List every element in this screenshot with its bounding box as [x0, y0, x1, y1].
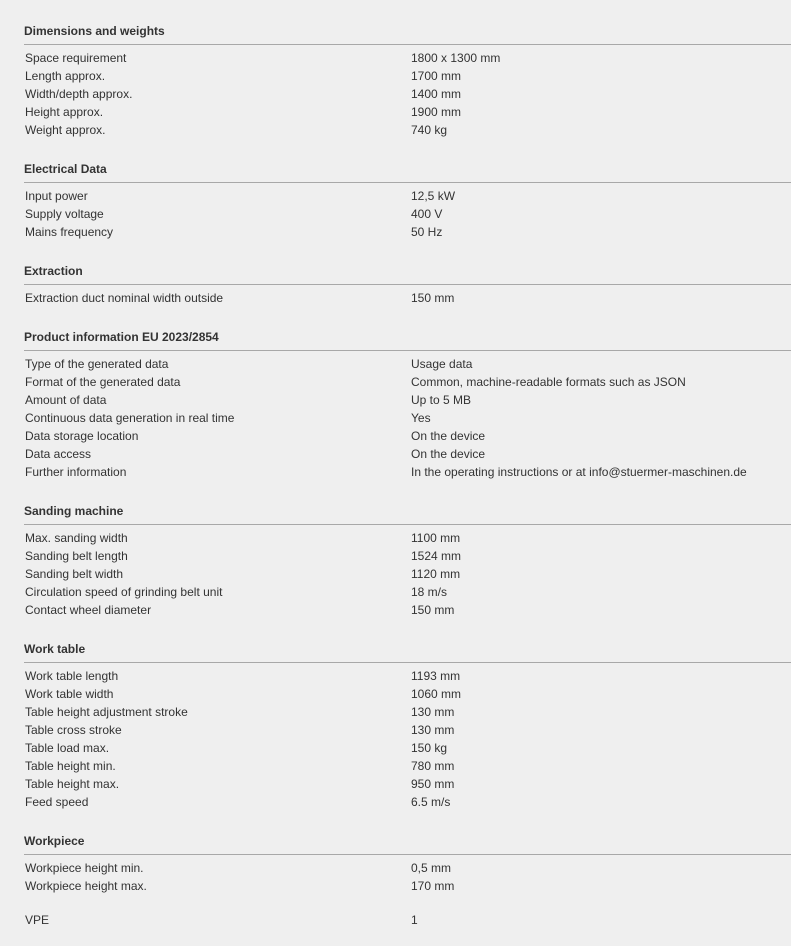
spec-section-work-table — [0, 635, 791, 811]
section-divider — [24, 182, 791, 183]
spec-row — [0, 289, 791, 307]
spec-row — [0, 739, 791, 757]
spec-section-workpiece — [0, 827, 791, 895]
spec-row — [0, 721, 791, 739]
spec-row — [0, 67, 791, 85]
spec-label: Work table width — [25, 687, 114, 701]
spec-label: Data access — [25, 447, 92, 461]
spec-row — [0, 547, 791, 565]
spec-row — [0, 103, 791, 121]
spec-row — [0, 391, 791, 409]
vpe-value: 1 — [411, 913, 418, 927]
spec-row — [0, 685, 791, 703]
section-divider — [24, 854, 791, 855]
vpe-row — [0, 911, 791, 929]
spec-label: Continuous data generation in real time — [25, 411, 235, 425]
spec-label: Table cross stroke — [25, 723, 122, 737]
spec-label: Width/depth approx. — [25, 87, 133, 101]
spec-row — [0, 223, 791, 241]
spec-value: 12,5 kW — [411, 189, 456, 203]
spec-value: On the device — [411, 429, 486, 443]
spec-label: Table height adjustment stroke — [25, 705, 188, 719]
spec-label: Weight approx. — [25, 123, 106, 137]
spec-value: 1900 mm — [411, 105, 462, 119]
spec-section-dimensions-and-weights — [0, 17, 791, 139]
spec-label: Sanding belt length — [25, 549, 128, 563]
spec-row — [0, 187, 791, 205]
spec-value: Up to 5 MB — [411, 393, 472, 407]
section-title: Extraction — [24, 264, 83, 278]
spec-value: 780 mm — [411, 759, 455, 773]
spec-value: 6.5 m/s — [411, 795, 451, 809]
spec-value: Yes — [411, 411, 431, 425]
spec-label: Table height min. — [25, 759, 116, 773]
spec-label: Table load max. — [25, 741, 110, 755]
spec-label: Amount of data — [25, 393, 107, 407]
spec-value: In the operating instructions or at info@stuermer-maschinen.de — [411, 465, 747, 479]
spec-label: Feed speed — [25, 795, 89, 809]
spec-row — [0, 85, 791, 103]
spec-value: 0,5 mm — [411, 861, 452, 875]
spec-label: Input power — [25, 189, 88, 203]
section-title: Sanding machine — [24, 504, 124, 518]
spec-label: Supply voltage — [25, 207, 104, 221]
spec-value: 950 mm — [411, 777, 455, 791]
spec-label: Table height max. — [25, 777, 120, 791]
spec-value: 400 V — [411, 207, 443, 221]
spec-section-sanding-machine — [0, 497, 791, 619]
spec-value: 50 Hz — [411, 225, 443, 239]
spec-value: 150 mm — [411, 291, 455, 305]
vpe-label: VPE — [25, 913, 50, 927]
spec-label: Circulation speed of grinding belt unit — [25, 585, 223, 599]
spec-row — [0, 667, 791, 685]
spec-section-extraction — [0, 257, 791, 307]
spec-value: 1700 mm — [411, 69, 462, 83]
spec-value: 150 kg — [411, 741, 448, 755]
spec-value: Common, machine-readable formats such as JSON — [411, 375, 686, 389]
spec-label: Type of the generated data — [25, 357, 169, 371]
spec-value: 150 mm — [411, 603, 455, 617]
section-divider — [24, 662, 791, 663]
spec-row — [0, 583, 791, 601]
spec-label: Sanding belt width — [25, 567, 124, 581]
spec-label: Extraction duct nominal width outside — [25, 291, 224, 305]
spec-label: Workpiece height max. — [25, 879, 147, 893]
spec-label: Mains frequency — [25, 225, 114, 239]
spec-value: 130 mm — [411, 705, 455, 719]
spec-label: Format of the generated data — [25, 375, 181, 389]
spec-label: Further information — [25, 465, 127, 479]
spec-value: On the device — [411, 447, 486, 461]
spec-value: 18 m/s — [411, 585, 448, 599]
spec-value: 1400 mm — [411, 87, 462, 101]
spec-value: 1193 mm — [411, 669, 461, 683]
spec-label: Workpiece height min. — [25, 861, 144, 875]
section-divider — [24, 524, 791, 525]
spec-row — [0, 373, 791, 391]
spec-row — [0, 529, 791, 547]
spec-label: Contact wheel diameter — [25, 603, 152, 617]
spec-row — [0, 445, 791, 463]
spec-label: Data storage location — [25, 429, 139, 443]
spec-row — [0, 793, 791, 811]
spec-value: 1100 mm — [411, 531, 461, 545]
spec-row — [0, 703, 791, 721]
section-title: Work table — [24, 642, 86, 656]
spec-value: Usage data — [411, 357, 473, 371]
spec-value: 1800 x 1300 mm — [411, 51, 501, 65]
spec-row — [0, 775, 791, 793]
section-title: Product information EU 2023/2854 — [24, 330, 219, 344]
spec-row — [0, 757, 791, 775]
spec-section-product-information-eu-2023-2854 — [0, 323, 791, 481]
spec-row — [0, 463, 791, 481]
spec-row — [0, 565, 791, 583]
spec-value: 1060 mm — [411, 687, 462, 701]
spec-label: Max. sanding width — [25, 531, 128, 545]
spec-value: 170 mm — [411, 879, 455, 893]
spec-value: 130 mm — [411, 723, 455, 737]
spec-row — [0, 121, 791, 139]
spec-row — [0, 859, 791, 877]
section-title: Workpiece — [24, 834, 85, 848]
section-divider — [24, 44, 791, 45]
section-divider — [24, 350, 791, 351]
section-title: Electrical Data — [24, 162, 107, 176]
spec-row — [0, 877, 791, 895]
spec-row — [0, 205, 791, 223]
spec-label: Work table length — [25, 669, 119, 683]
spec-label: Length approx. — [25, 69, 106, 83]
spec-label: Height approx. — [25, 105, 104, 119]
spec-value: 1524 mm — [411, 549, 462, 563]
spec-label: Space requirement — [25, 51, 127, 65]
spec-row — [0, 601, 791, 619]
spec-row — [0, 409, 791, 427]
spec-row — [0, 355, 791, 373]
spec-value: 1120 mm — [411, 567, 461, 581]
section-title: Dimensions and weights — [24, 24, 165, 38]
spec-section-electrical-data — [0, 155, 791, 241]
spec-row — [0, 427, 791, 445]
spec-row — [0, 49, 791, 67]
section-divider — [24, 284, 791, 285]
spec-value: 740 kg — [411, 123, 448, 137]
